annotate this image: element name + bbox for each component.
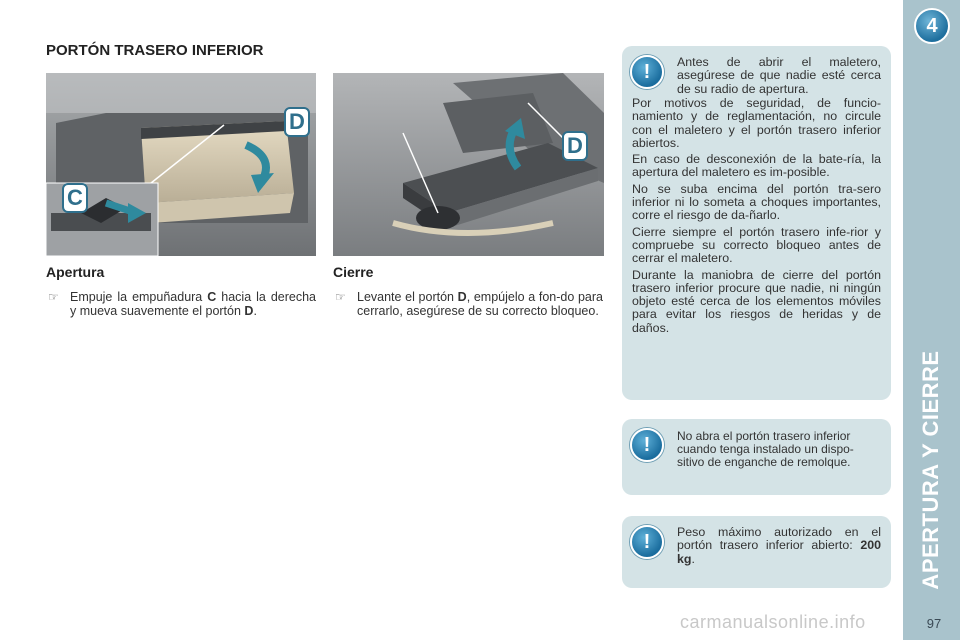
photo-label-c: C [62, 183, 88, 213]
warning-note-tow-hitch [622, 419, 891, 495]
watermark: carmanualsonline.info [680, 612, 866, 632]
photo-opening-illustration [46, 73, 316, 256]
warning-note-text: No abra el portón trasero inferior cuando tenga instalado un dispo-sitivo de enganche de remolque. [677, 429, 854, 469]
warning-note-text: Peso máximo autorizado en el portón trasero inferior abierto: 200 kg. [677, 525, 881, 566]
warning-note-first-paragraph: Antes de abrir el maletero, asegúrese de que nadie esté cerca de su radio de apertura. [677, 55, 881, 96]
cierre-instruction: ☞ Levante el portón D, empújelo a fon-do para cerrarlo, asegúrese de su correcto bloqueo. [335, 290, 603, 318]
photo-label-d: D [284, 107, 310, 137]
warning-note-max-weight [622, 516, 891, 588]
pointing-hand-icon: ☞ [48, 290, 59, 304]
warning-icon: ! [630, 428, 664, 462]
pointing-hand-icon: ☞ [335, 290, 346, 304]
photo-closing-illustration [333, 73, 604, 256]
warning-note-body: Por motivos de seguridad, de funcio-namiento y de reglamentación, no circule con el maletero y el portón trasero inferior abiertos. En caso de desconexión de la bate-ría, la apertura del maletero es im-posible. No se suba encima del portón tra-sero inferior ni lo someta a choques importantes, corre el riesgo de da-ñarlo. Cierre siempre el portón trasero infe-rior y compruebe su correcto bloqueo antes de cerrar el maletero. Durante la maniobra de cierre del portón trasero inferior procure que nadie, ni ningún objeto esté cerca de los elementos móviles para evitar los riesgos de heridas y de daños. [632, 96, 881, 335]
warning-icon: ! [630, 525, 664, 559]
section-title: PORTÓN TRASERO INFERIOR [46, 42, 264, 59]
photo-label-d: D [562, 131, 588, 161]
chapter-number-badge: 4 [914, 8, 950, 44]
apertura-instruction: ☞ Empuje la empuñadura C hacia la derecha y mueva suavemente el portón D. [48, 290, 316, 318]
warning-icon: ! [630, 55, 664, 89]
photo-closing-tailgate [333, 73, 604, 256]
warning-note-safety [622, 46, 891, 400]
page-number: 97 [926, 616, 942, 631]
cierre-title: Cierre [333, 264, 374, 280]
apertura-title: Apertura [46, 264, 105, 280]
photo-opening-tailgate [46, 73, 316, 256]
chapter-title: APERTURA Y CIERRE [918, 350, 943, 590]
